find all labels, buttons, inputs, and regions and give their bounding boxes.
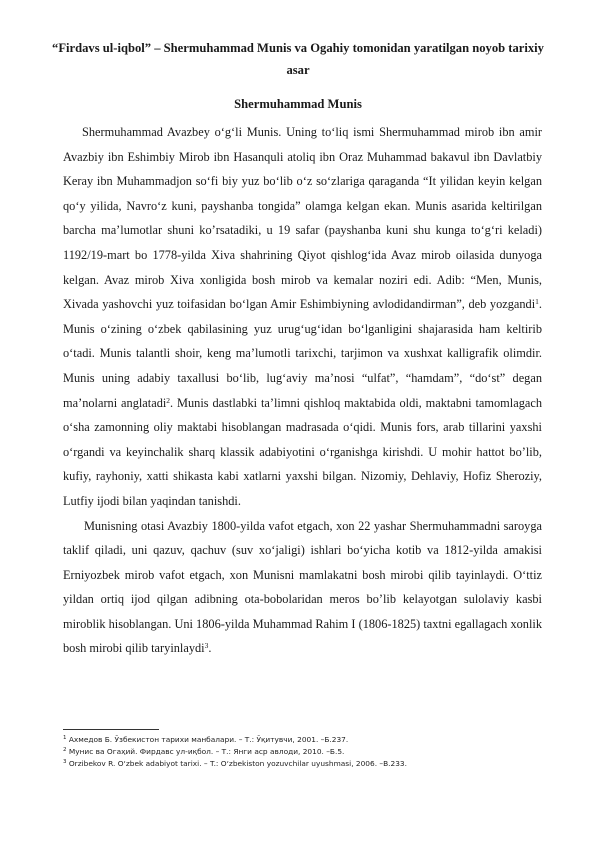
footnote-number: 2	[63, 747, 67, 754]
footnote-1	[63, 734, 543, 746]
paragraph-text: . Munis o‘zining o‘zbek qabilasining yuz urug‘ug‘idan bo‘lganligini shajarasida ham keltirib o‘tadi. Munis talantli shoir, keng ma’lumotli tarixchi, tarjimon va xushxat kalligrafik olimdir. Munis uning adabiy taxallusi bo‘lib, lug‘aviy ma’nosi “ulfat”, “hamdam”, “do‘st” degan ma’nolarni anglatadi	[63, 297, 542, 410]
paragraph-text: .	[208, 641, 212, 656]
paragraph-text: . Munis dastlabki ta’limni qishloq maktabida oldi, maktabni tamomlagach o‘sha zamonning oliy maktabi hisoblangan madrasada o‘qidi. Munis fors, arab tillarini yaxshi o‘rgandi va keyinchalik sharq klassik adabiyotini o‘rganishga kirishdi. U mohir hattot bo’lib, kufiy, rayhoniy, xatti shikasta kabi xatlarni yaxshi bilgan. Nizomiy, Dehlaviy, Hofiz Sheroziy, Lutfiy ijodi bilan yaqindan tanishdi.	[63, 395, 542, 508]
paragraph-2	[63, 514, 542, 662]
footnote-number: 1	[63, 735, 67, 741]
footnote-text: Orzibekov R. O‘zbek adabiyot tarixi. – T.: O‘zbekiston yozuvchilar uyushmasi, 2006. –B.233.	[66, 759, 407, 769]
footnote-ref-1[interactable]: 1	[535, 297, 539, 307]
paragraph-text: Munisning otasi Avazbiy 1800-yilda vafot etgach, xon 22 yashar Shermuhammadni saroyga taklif qiladi, uni qazuv, qachuv (suv xo‘jaligi) ishlari bo‘yicha kotib va 1812-yilda amakisi Erniyozbek mirob vafot etgach, xon Munisni mamlakatni bosh mirobi qilib tayinlaydi. O‘ttiz yildan ortiq ijod qilgan adibning ota-bobolaridan meros bo’lib kelayotgan sulolaviy kasbi miroblik hisoblangan. Uni 1806-yilda Muhammad Rahim I (1806-1825) taxtni egallagach xonlik bosh mirobi qilib taryinlaydi	[63, 518, 542, 656]
footnote-2	[63, 746, 543, 758]
footnote-ref-2[interactable]: 2	[166, 395, 171, 405]
paragraph-1	[63, 120, 542, 514]
footnote-ref-3[interactable]: 3	[204, 641, 209, 651]
author-heading: Shermuhammad Munis	[234, 97, 362, 111]
footnote-text: Мунис ва Огаҳий. Фирдавс ул-иқбол. – Т.: Янги аср авлоди, 2010. –Б.5.	[66, 747, 345, 757]
footnote-number: 3	[63, 759, 67, 766]
paragraph-text: Shermuhammad Avazbey o‘g‘li Munis. Uning to‘liq ismi Shermuhammad mirob ibn amir Avazbiy ibn Eshimbiy Mirob ibn Hasanquli atoliq ibn Oraz Muhammad bakavul ibn Davlatbiy Keray ibn Muhammadjon so‘fi biy yuz bo‘lib o‘z so‘zlariga qaraganda “It yilidan keyin kelgan qo‘y yilida, Navro‘z kuni, payshanba tongida” olamga kelgan ekan. Munis asarida keltirilgan barcha ma’lumotlar shuni ko’rsatadiki, u 19 safar (payshanba kuni shu kunga to‘g‘ri keladi) 1192/19-mart bo 1778-yilda Xiva shahrining Qiyot qishlog‘ida Avaz mirob oilasida dunyoga kelgan. Avaz mirob Xiva xonligida bosh mirob va kemalar noziri edi. Adib: “Men, Munis, Xivada yashovchi yuz toifasidan bo‘lgan Amir Eshimbiyning avlodidandirman”, deb yozgandi	[63, 125, 542, 312]
footnote-separator	[63, 729, 159, 730]
footnote-3	[63, 758, 543, 770]
footnotes	[63, 734, 543, 771]
document-body	[63, 120, 542, 661]
footnote-text: Ахмедов Б. Ўзбекистон тарихи манбалари. – Т.: Ўқитувчи, 2001. –Б.237.	[66, 735, 349, 744]
document-title: “Firdavs ul-iqbol” – Shermuhammad Munis va Ogahiy tomonidan yaratilgan noyob tarixiy asar	[52, 41, 544, 77]
